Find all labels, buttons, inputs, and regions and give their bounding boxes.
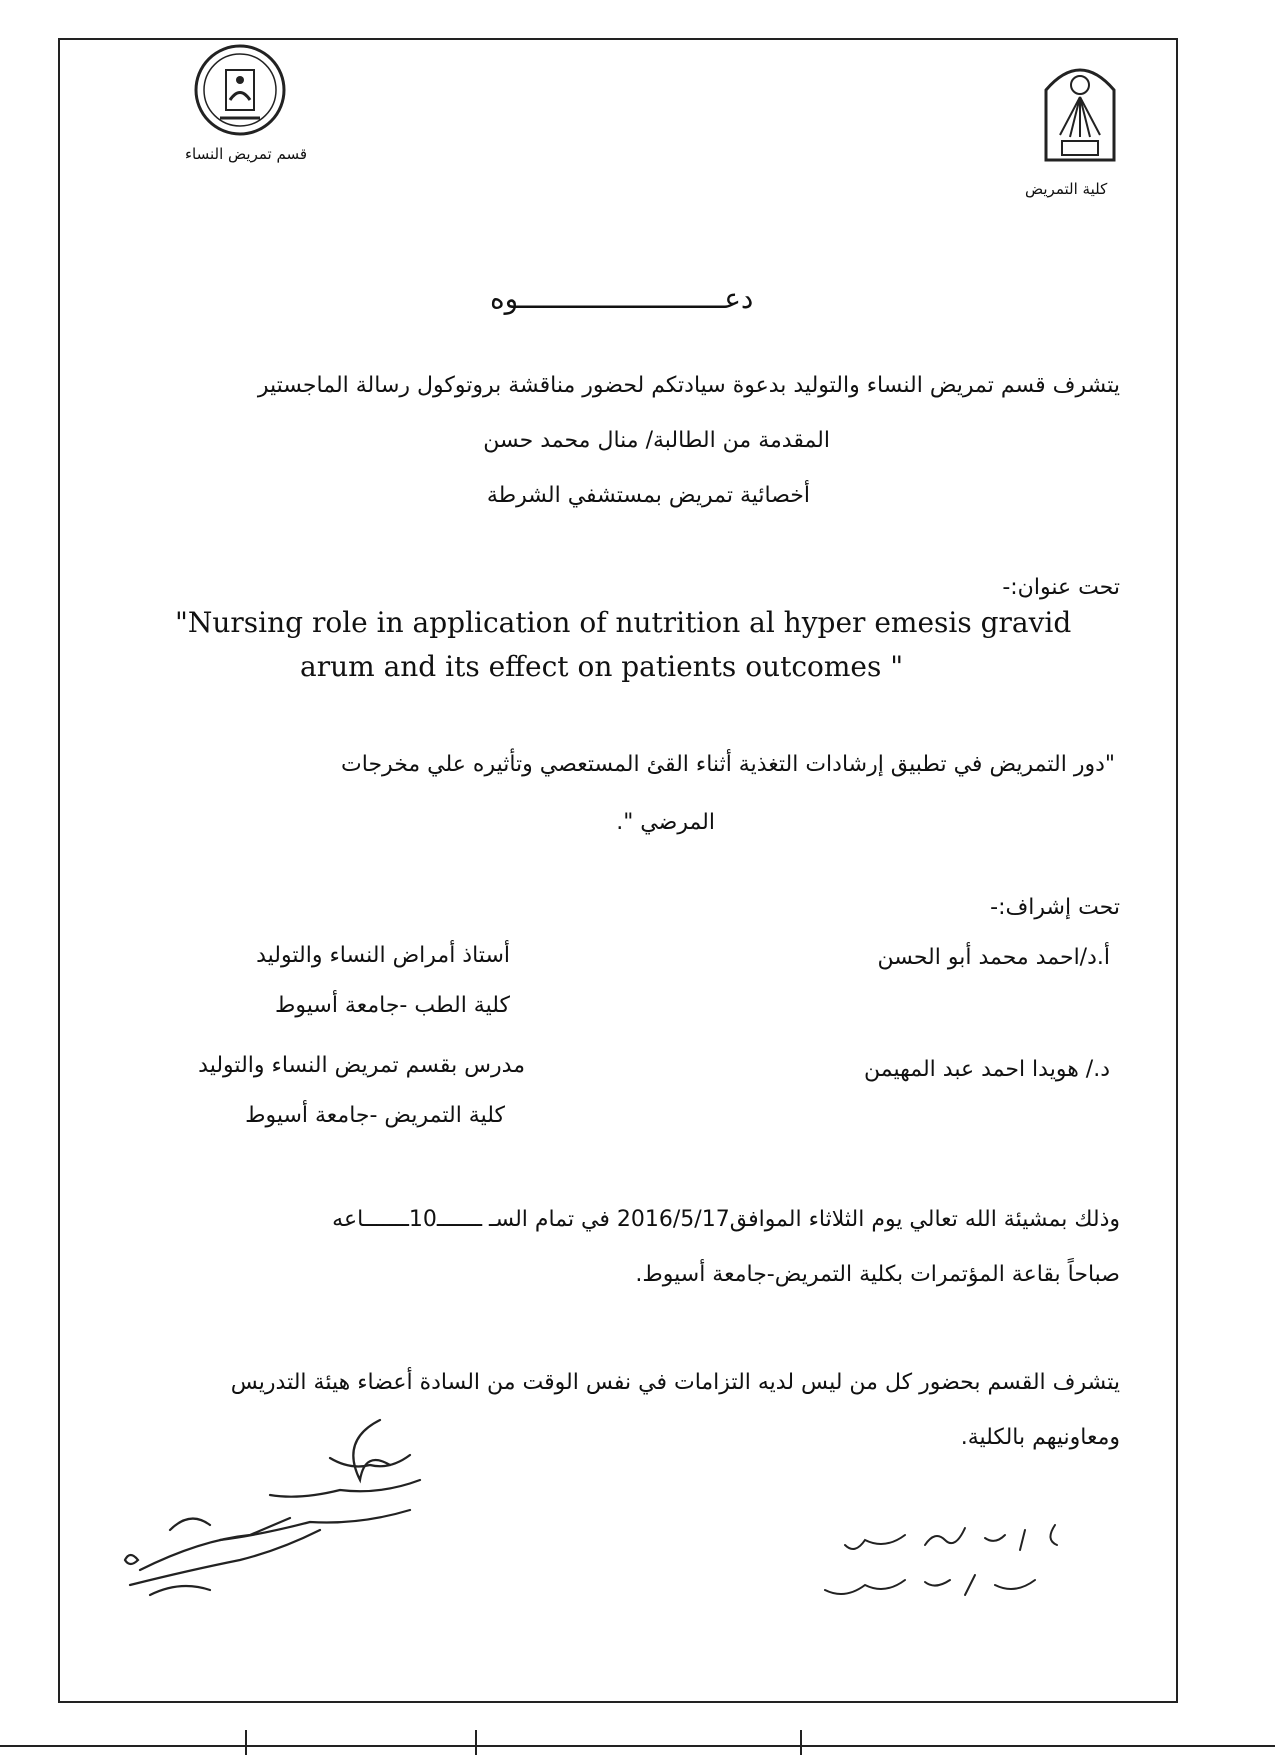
- bottom-scan-line: [0, 1745, 1275, 1747]
- thesis-english-line-2: arum and its effect on patients outcomes ": [300, 650, 904, 683]
- intro-line-3: أخصائية تمريض بمستشفي الشرطة: [486, 483, 810, 508]
- schedule-line-2: صباحاً بقاعة المؤتمرات بكلية التمريض-جامعة أسيوط.: [635, 1262, 1120, 1287]
- supervision-label: تحت إشراف:-: [990, 895, 1120, 920]
- right-logo-caption: كلية التمريض: [1025, 180, 1108, 198]
- handwritten-note-right: [785, 1510, 1075, 1620]
- handwritten-signature-left: [110, 1410, 450, 1610]
- supervisor-1-affiliation: كلية الطب -جامعة أسيوط: [275, 993, 510, 1018]
- thesis-arabic-line-1: "دور التمريض في تطبيق إرشادات التغذية أثناء القئ المستعصي وتأثيره علي مخرجات: [341, 752, 1115, 777]
- thesis-english-line-1: "Nursing role in application of nutrition al hyper emesis gravid: [175, 606, 1072, 639]
- closing-line-2: ومعاونيهم بالكلية.: [960, 1425, 1120, 1450]
- supervisor-2-title: مدرس بقسم تمريض النساء والتوليد: [198, 1053, 525, 1078]
- supervisor-2-affiliation: كلية التمريض -جامعة أسيوط: [245, 1103, 505, 1128]
- schedule-line-1: وذلك بمشيئة الله تعالي يوم الثلاثاء الموافق2016/5/17 في تمام السـ ـــــــ10ـــــــاعه: [332, 1207, 1120, 1232]
- left-logo-caption: قسم تمريض النساء: [185, 145, 308, 163]
- thesis-arabic-line-2: المرضي ".: [616, 810, 715, 835]
- thesis-label: تحت عنوان:-: [1002, 575, 1120, 600]
- intro-line-2: المقدمة من الطالبة/ منال محمد حسن: [483, 428, 830, 453]
- supervisor-1-title: أستاذ أمراض النساء والتوليد: [256, 943, 510, 968]
- bottom-tick-2: [475, 1730, 477, 1755]
- intro-line-1: يتشرف قسم تمريض النساء والتوليد بدعوة سيادتكم لحضور مناقشة بروتوكول رسالة الماجستير: [257, 373, 1120, 398]
- faculty-seal-logo: [190, 40, 290, 140]
- supervisor-2-name: د./ هويدا احمد عبد المهيمن: [864, 1057, 1110, 1082]
- closing-line-1: يتشرف القسم بحضور كل من ليس لديه التزامات في نفس الوقت من السادة أعضاء هيئة التدريس: [230, 1370, 1120, 1395]
- bottom-tick-3: [800, 1730, 802, 1755]
- supervisor-1-name: أ.د/احمد محمد أبو الحسن: [877, 945, 1110, 970]
- bottom-tick-1: [245, 1730, 247, 1755]
- university-logo: [1040, 55, 1120, 165]
- document-title: دعـــــــــــــــــــــــــوه: [490, 282, 754, 315]
